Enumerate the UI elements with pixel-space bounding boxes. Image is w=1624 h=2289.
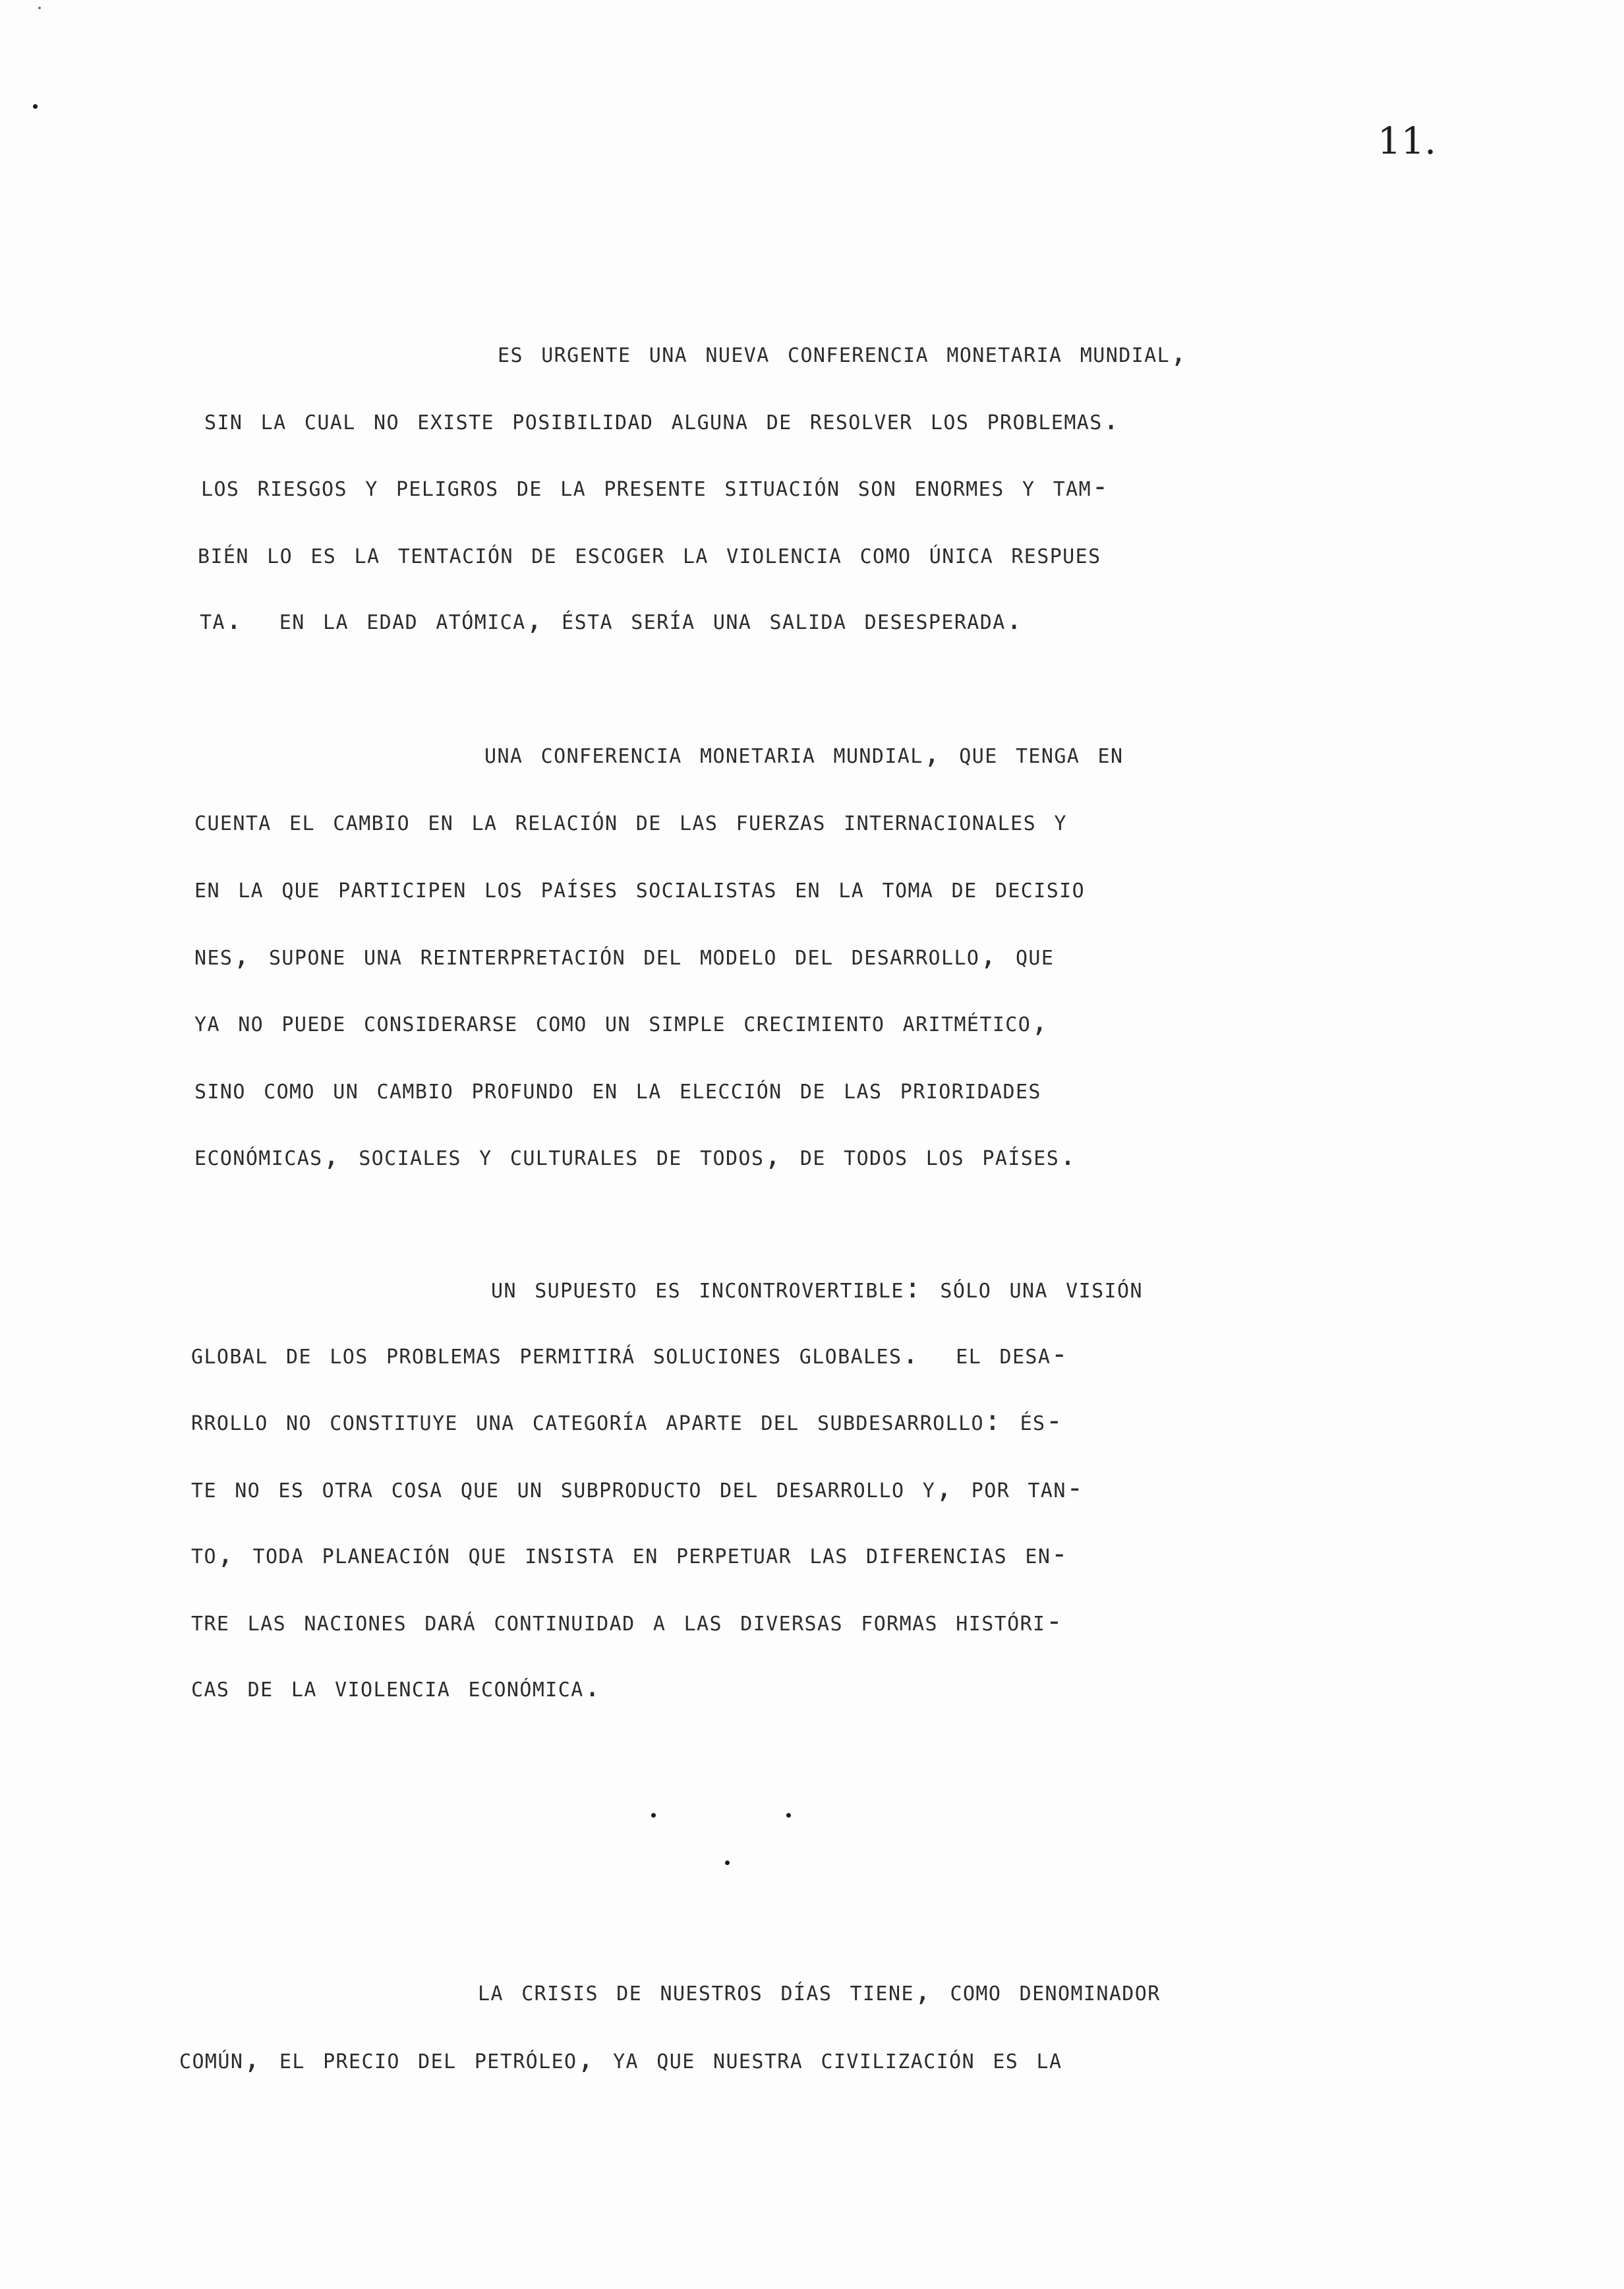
text-line: te no es otra cosa que un subproducto del desarrollo y, por tan- (191, 1472, 1085, 1504)
text-line: ya no puede considerarse como un simple crecimiento aritmético, (194, 1005, 1049, 1038)
text-line: sino como un cambio profundo en la elección de las prioridades (194, 1073, 1041, 1106)
text-line: los riesgos y peligros de la presente situación son enormes y tam- (201, 470, 1110, 503)
text-line: sin la cual no existe posibilidad alguna de resolver los problemas. (204, 403, 1121, 436)
page-number: 11. (1378, 120, 1437, 163)
separator-dot (651, 1813, 656, 1818)
separator-dot (725, 1860, 730, 1865)
text-line: bién lo es la tentación de escoger la violencia como única respues (198, 537, 1101, 570)
text-line: económicas, sociales y culturales de todos, de todos los países. (194, 1139, 1078, 1172)
text-line: global de los problemas permitirá soluciones globales. el desa- (191, 1338, 1069, 1371)
text-line: cuenta el cambio en la relación de las fuerzas internacionales y (194, 804, 1067, 837)
scan-speck (33, 104, 38, 109)
text-line: en la que participen los países socialistas en la toma de decisio (194, 872, 1086, 905)
text-line: un supuesto es incontrovertible: sólo una visión (491, 1272, 1143, 1305)
separator-dot (786, 1813, 791, 1818)
text-line: nes, supone una reinterpretación del modelo del desarrollo, que (194, 939, 1055, 972)
text-line: to, toda planeación que insista en perpetuar las diferencias en- (191, 1537, 1069, 1570)
text-line: tre las naciones dará continuidad a las diversas formas históri- (191, 1605, 1064, 1638)
text-line: una conferencia monetaria mundial, que tenga en (484, 737, 1124, 770)
text-line: la crisis de nuestros días tiene, como denominador (478, 1975, 1161, 2007)
text-line: rrollo no constituye una categoría aparte del subdesarrollo: és- (191, 1404, 1064, 1437)
text-line: ta. en la edad atómica, ésta sería una salida desesperada. (200, 603, 1024, 636)
scan-speck (38, 7, 41, 9)
text-line: es urgente una nueva conferencia monetaria mundial, (498, 336, 1188, 369)
text-line: común, el precio del petróleo, ya que nuestra civilización es la (179, 2042, 1062, 2075)
text-line: cas de la violencia económica. (191, 1671, 602, 1704)
